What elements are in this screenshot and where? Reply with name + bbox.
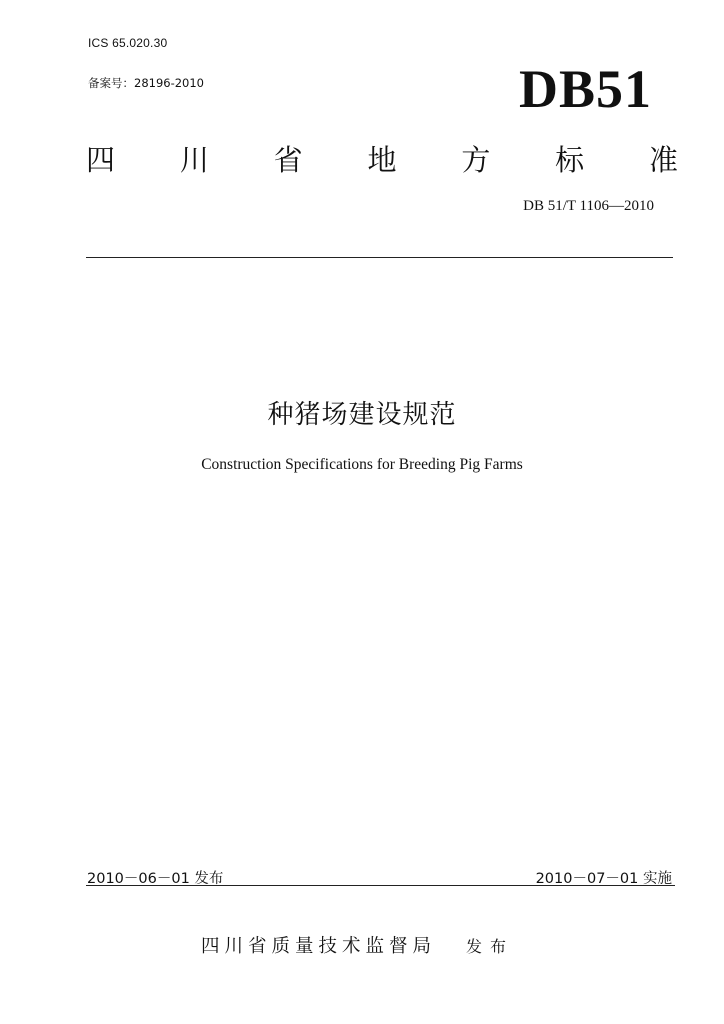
top-divider <box>86 257 673 258</box>
title-char: 四 <box>86 142 116 177</box>
bottom-divider <box>86 885 675 886</box>
publish-label: 发布 <box>466 936 515 956</box>
publisher-line <box>201 932 514 958</box>
issue-date: 2010－06－01 发布 <box>87 871 224 887</box>
implementation-date: 2010－07－01 实施 <box>535 871 672 887</box>
title-char: 准 <box>648 142 678 177</box>
title-char: 方 <box>461 142 491 177</box>
standard-type-title <box>86 140 678 180</box>
title-char: 省 <box>273 142 303 177</box>
filing-number: 备案号：28196-2010 <box>88 76 204 90</box>
title-char: 川 <box>179 142 209 177</box>
title-char: 标 <box>555 142 585 177</box>
standard-code-logo: DB51 <box>518 59 652 119</box>
document-title-english: Construction Specifications for Breeding Pig Farms <box>201 456 523 473</box>
publisher-name: 四川省质量技术监督局 <box>201 936 437 957</box>
ics-code: ICS 65.020.30 <box>88 36 168 50</box>
title-char: 地 <box>367 142 397 177</box>
document-number: DB 51/T 1106—2010 <box>523 198 654 214</box>
document-title-chinese: 种猪场建设规范 <box>267 400 457 430</box>
